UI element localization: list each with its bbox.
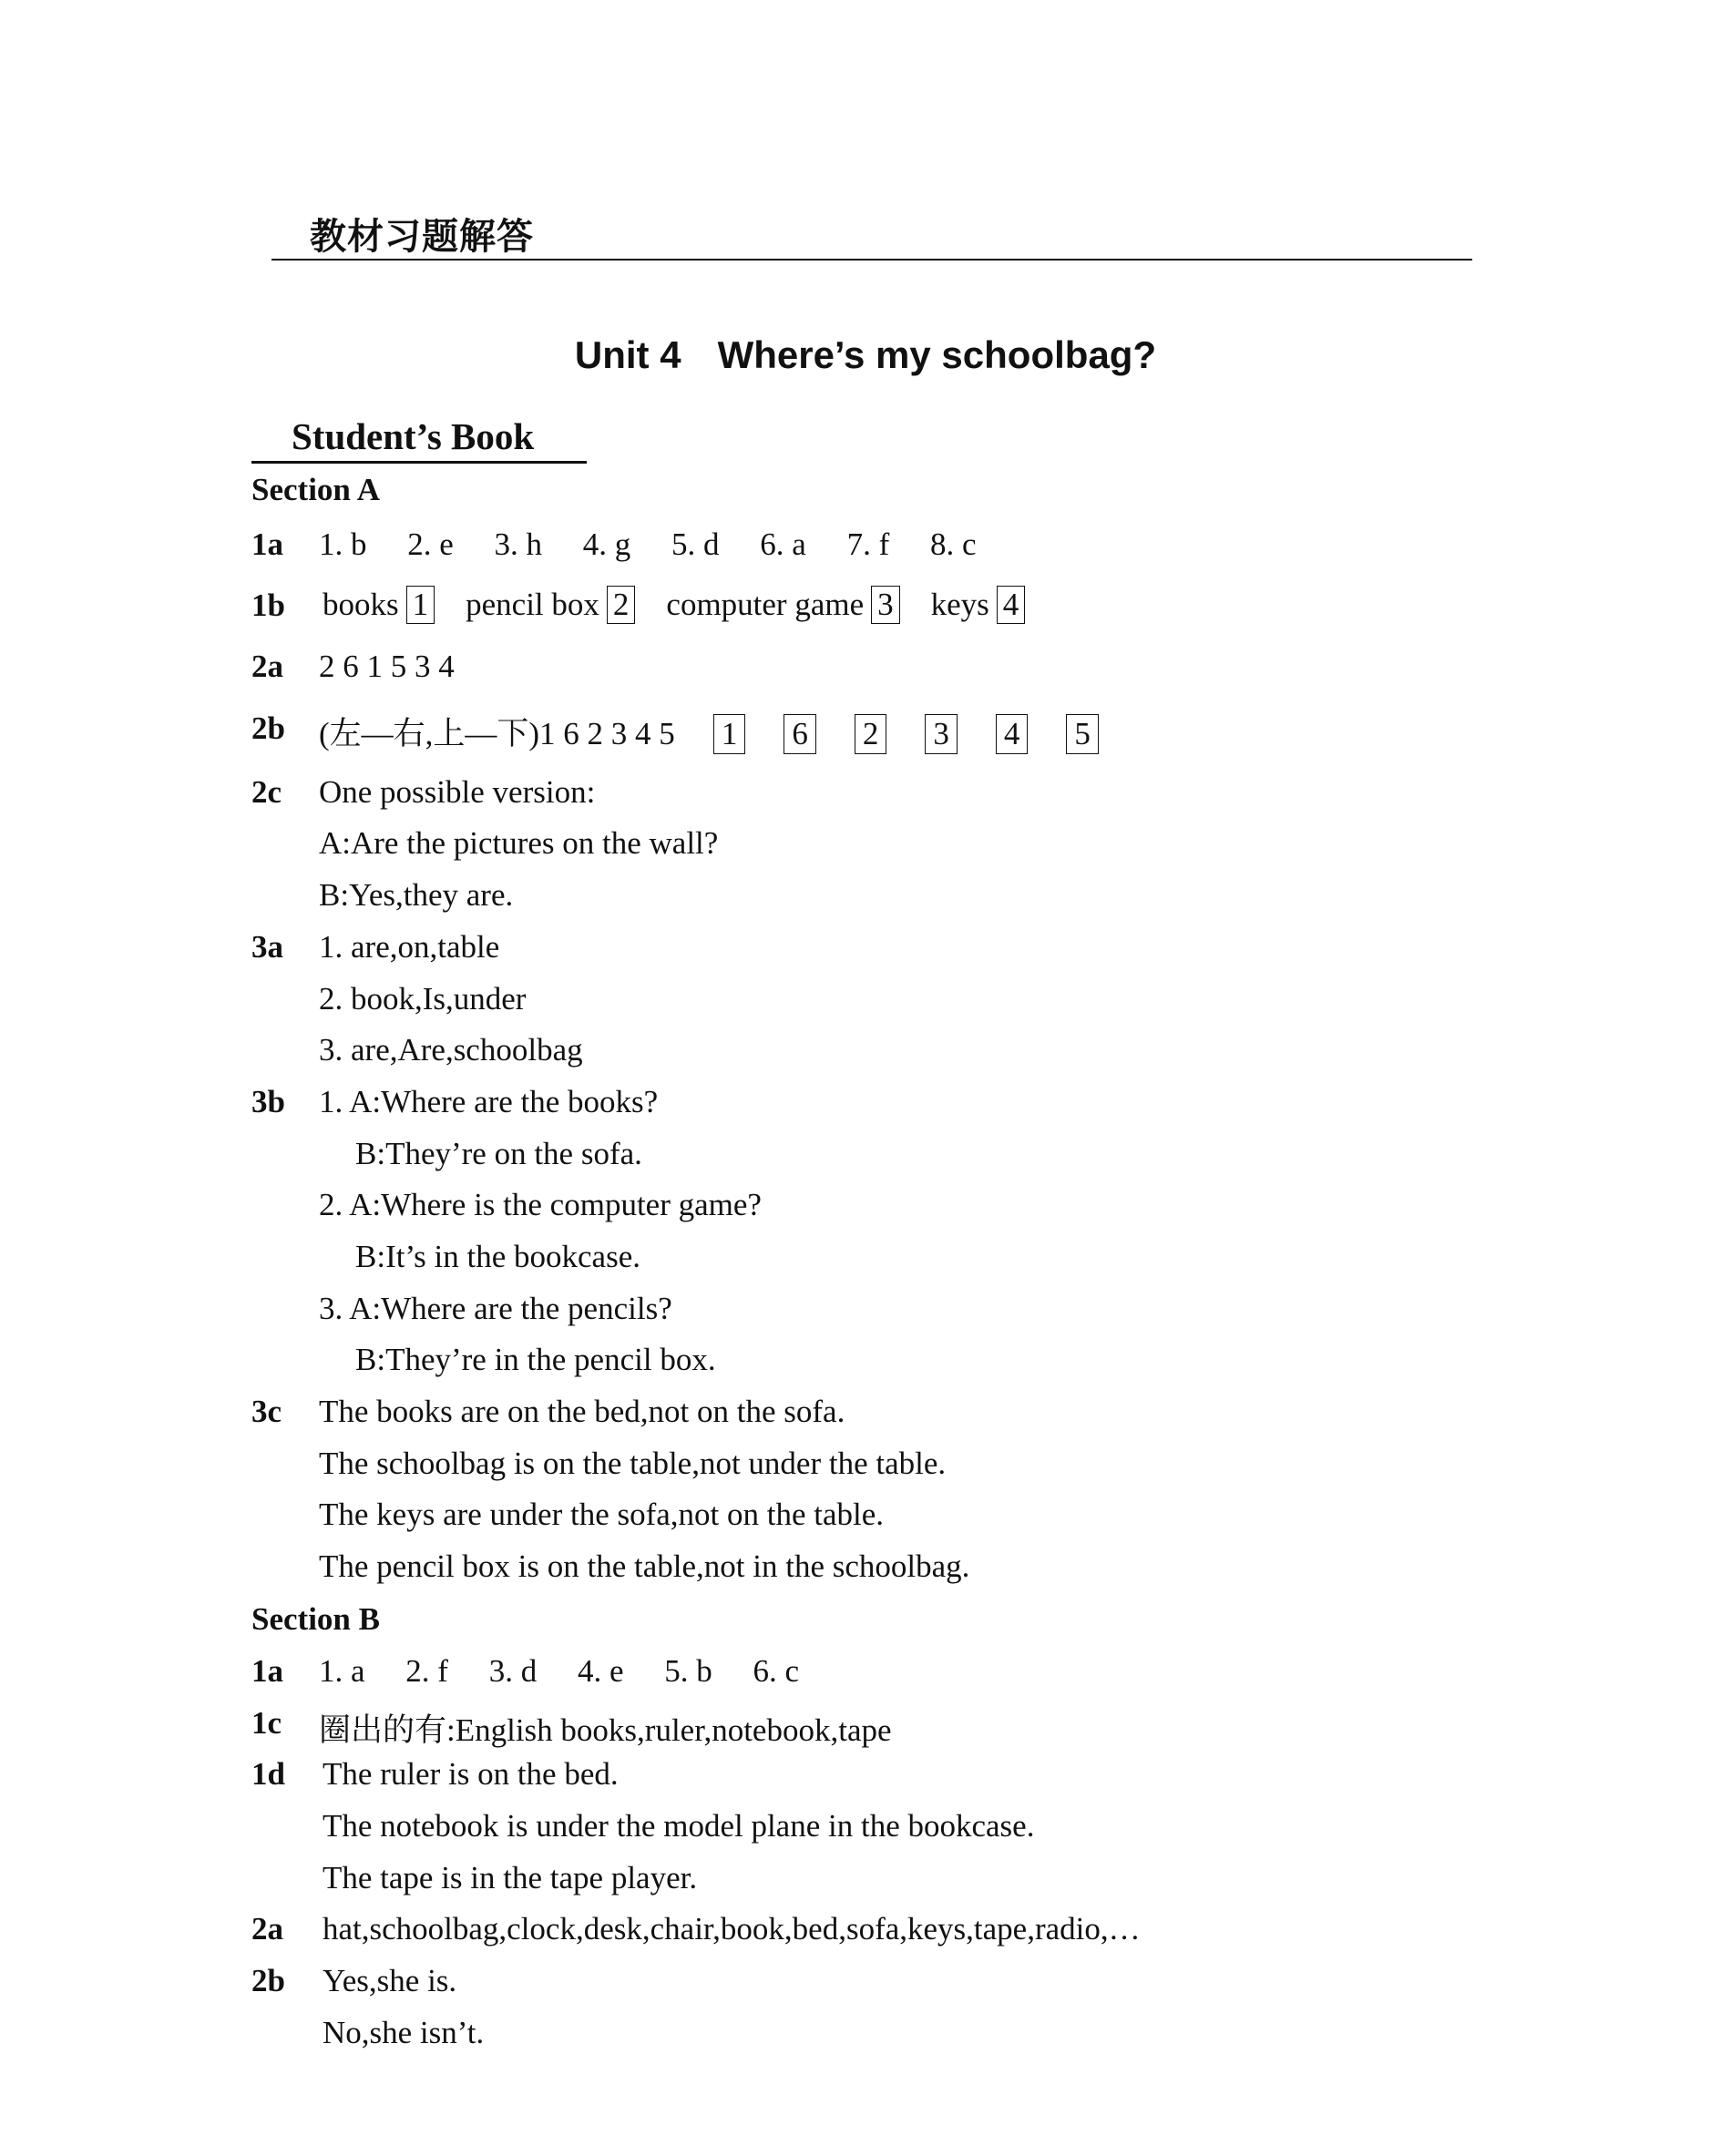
answer-line: 1. A:Where are the books? (319, 1084, 659, 1119)
label-1a: 1a (251, 526, 283, 562)
answer-line: A:Are the pictures on the wall? (319, 825, 719, 861)
answer-box: 2 (855, 714, 887, 754)
answer-item: 1. b (319, 526, 367, 562)
label-b1d: 1d (251, 1756, 285, 1792)
answer-item: 2. e (407, 526, 454, 562)
answer-item: 8. c (930, 526, 977, 562)
answer-line: The schoolbag is on the table,not under the table. (319, 1446, 947, 1481)
label-b1a: 1a (251, 1653, 283, 1689)
answer-item: 4. e (577, 1653, 624, 1689)
answer-item: 5. d (671, 526, 720, 562)
answers-b1a (319, 1653, 799, 1690)
answer-line: 3. A:Where are the pencils? (319, 1291, 672, 1326)
unit-question: Where’s my schoolbag? (717, 333, 1157, 376)
label-2a: 2a (251, 649, 283, 684)
answer-item: 6. c (753, 1653, 800, 1689)
page-header-title: 教材习题解答 (310, 216, 534, 258)
label-b2b: 2b (251, 1963, 285, 1998)
label-1b: 1b (251, 588, 285, 623)
answer-line: The pencil box is on the table,not in the schoolbag. (319, 1548, 970, 1584)
answer-line: The ruler is on the bed. (323, 1756, 619, 1792)
answers-b2a: hat,schoolbag,clock,desk,chair,book,bed,sofa,keys,tape,radio,… (323, 1911, 1141, 1947)
answer-line: One possible version: (319, 774, 596, 810)
answer-line: B:It’s in the bookcase. (355, 1239, 641, 1274)
label-3c: 3c (251, 1394, 282, 1429)
answer-box: 3 (871, 586, 900, 624)
book-heading: Student’s Book (292, 415, 535, 457)
answers-1a (319, 526, 977, 563)
answers-b1c: 圈出的有:English books,ruler,notebook,tape (319, 1712, 892, 1748)
answer-line: The notebook is under the model plane in the bookcase. (323, 1808, 1035, 1844)
answer-word: keys (930, 587, 989, 622)
answer-item: 1. a (319, 1653, 365, 1689)
answer-line: The tape is in the tape player. (323, 1860, 698, 1895)
answer-line: The books are on the bed,not on the sofa. (319, 1394, 845, 1429)
header-divider (271, 259, 1472, 261)
answer-word: computer game (666, 587, 865, 622)
answer-line: 1. are,on,table (319, 929, 500, 965)
label-2c: 2c (251, 774, 282, 810)
answer-box: 5 (1066, 714, 1099, 754)
label-b2a: 2a (251, 1911, 283, 1947)
answer-box: 4 (996, 714, 1029, 754)
answers-1b (323, 586, 1056, 624)
answer-line: B:Yes,they are. (319, 877, 514, 913)
answer-line: B:They’re in the pencil box. (355, 1342, 716, 1377)
answer-line: 2. A:Where is the computer game? (319, 1187, 762, 1222)
label-3b: 3b (251, 1084, 285, 1119)
answer-box: 3 (925, 714, 958, 754)
answer-2b-text: (左—右,上—下)1 6 2 3 4 5 (319, 716, 675, 751)
answer-item: 2. f (405, 1653, 448, 1689)
answer-line: The keys are under the sofa,not on the table. (319, 1497, 885, 1532)
answer-box: 2 (607, 586, 636, 624)
answer-box: 6 (784, 714, 816, 754)
answer-line: 3. are,Are,schoolbag (319, 1032, 583, 1068)
answer-line: B:They’re on the sofa. (355, 1136, 642, 1171)
answer-line: No,she isn’t. (323, 2015, 485, 2050)
answer-line: 2. book,Is,under (319, 981, 527, 1017)
answer-item: 3. h (494, 526, 543, 562)
answers-2b (319, 709, 1137, 754)
book-heading-underline (251, 461, 587, 464)
answer-word: books (323, 587, 399, 622)
answer-box: 1 (713, 714, 746, 754)
section-b-heading: Section B (251, 1601, 380, 1637)
section-a-heading: Section A (251, 472, 380, 507)
answer-box: 4 (997, 586, 1026, 624)
answer-item: 5. b (664, 1653, 712, 1689)
answers-2a: 2 6 1 5 3 4 (319, 649, 455, 684)
answer-item: 4. g (582, 526, 631, 562)
label-b1c: 1c (251, 1705, 282, 1741)
answer-item: 6. a (760, 526, 806, 562)
label-3a: 3a (251, 929, 283, 965)
answer-line: Yes,she is. (323, 1963, 457, 1998)
answer-item: 7. f (846, 526, 890, 562)
answer-word: pencil box (466, 587, 599, 622)
answer-item: 3. d (488, 1653, 538, 1689)
unit-title (0, 333, 1731, 377)
unit-number: Unit 4 (574, 333, 681, 376)
label-2b: 2b (251, 710, 285, 746)
answer-box: 1 (406, 586, 435, 624)
